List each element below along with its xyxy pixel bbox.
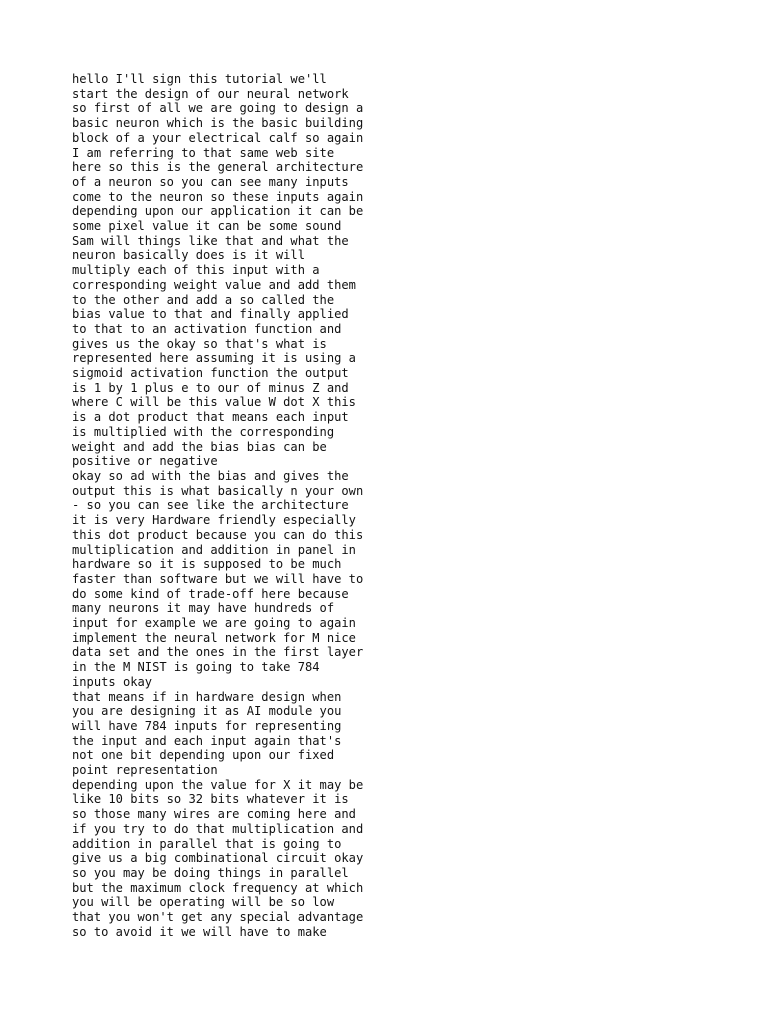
text-line: weight and add the bias bias can be xyxy=(72,439,327,454)
text-line: is a dot product that means each input xyxy=(72,410,349,425)
text-line: do some kind of trade-off here because xyxy=(72,586,349,601)
text-line: to that to an activation function and xyxy=(72,321,342,336)
text-line: block of a your electrical calf so again xyxy=(72,130,364,145)
text-line: so to avoid it we will have to make xyxy=(72,924,327,939)
text-line: the input and each input again that's xyxy=(72,733,342,748)
text-line: implement the neural network for M nice xyxy=(72,630,356,645)
text-line: bias value to that and finally applied xyxy=(72,307,349,322)
text-line: gives us the okay so that's what is xyxy=(72,336,327,351)
text-line: output this is what basically n your own xyxy=(72,483,364,498)
text-line: to the other and add a so called the xyxy=(72,292,335,307)
text-line: Sam will things like that and what the xyxy=(72,233,349,248)
text-line: it is very Hardware friendly especially xyxy=(72,513,356,528)
text-line: neuron basically does is it will xyxy=(72,248,305,263)
text-line: - so you can see like the architecture xyxy=(72,498,349,513)
text-line: positive or negative xyxy=(72,454,218,469)
text-line: basic neuron which is the basic building xyxy=(72,116,364,131)
text-line: of a neuron so you can see many inputs xyxy=(72,174,349,189)
text-line: multiply each of this input with a xyxy=(72,263,320,278)
text-line: represented here assuming it is using a xyxy=(72,351,356,366)
text-line: input for example we are going to again xyxy=(72,616,356,631)
text-line: you are designing it as AI module you xyxy=(72,704,342,719)
text-line: but the maximum clock frequency at which xyxy=(72,880,364,895)
text-line: that means if in hardware design when xyxy=(72,689,342,704)
text-line: is 1 by 1 plus e to our of minus Z and xyxy=(72,380,349,395)
text-line: start the design of our neural network xyxy=(72,86,349,101)
text-line: okay so ad with the bias and gives the xyxy=(72,468,349,483)
text-line: hello I'll sign this tutorial we'll xyxy=(72,72,327,86)
text-line: give us a big combinational circuit okay xyxy=(72,851,364,866)
text-line: multiplication and addition in panel in xyxy=(72,542,356,557)
text-line: that you won't get any special advantage xyxy=(72,910,364,925)
document-page xyxy=(72,72,712,939)
text-line: depending upon the value for X it may be xyxy=(72,777,364,792)
text-line: so you may be doing things in parallel xyxy=(72,865,349,880)
text-line: inputs okay xyxy=(72,674,153,689)
text-line: in the M NIST is going to take 784 xyxy=(72,660,320,675)
text-line: where C will be this value W dot X this xyxy=(72,395,356,410)
text-line: not one bit depending upon our fixed xyxy=(72,748,335,763)
text-line: many neurons it may have hundreds of xyxy=(72,601,335,616)
text-line: like 10 bits so 32 bits whatever it is xyxy=(72,792,349,807)
text-line: so those many wires are coming here and xyxy=(72,807,356,822)
text-line: I am referring to that same web site xyxy=(72,145,335,160)
text-line: hardware so it is supposed to be much xyxy=(72,557,342,572)
text-line: faster than software but we will have to xyxy=(72,571,364,586)
text-line: here so this is the general architecture xyxy=(72,160,364,175)
text-line: some pixel value it can be some sound xyxy=(72,219,342,234)
text-line: so first of all we are going to design a xyxy=(72,101,364,116)
text-line: this dot product because you can do this xyxy=(72,527,364,542)
text-line: is multiplied with the corresponding xyxy=(72,424,335,439)
text-line: data set and the ones in the first layer xyxy=(72,645,364,660)
text-line: depending upon our application it can be xyxy=(72,204,364,219)
text-line: you will be operating will be so low xyxy=(72,895,335,910)
text-line: come to the neuron so these inputs again xyxy=(72,189,364,204)
text-line: if you try to do that multiplication and xyxy=(72,821,364,836)
text-line: addition in parallel that is going to xyxy=(72,836,342,851)
text-line: sigmoid activation function the output xyxy=(72,366,349,381)
text-line: point representation xyxy=(72,763,218,778)
text-line: will have 784 inputs for representing xyxy=(72,718,342,733)
text-line: corresponding weight value and add them xyxy=(72,277,356,292)
